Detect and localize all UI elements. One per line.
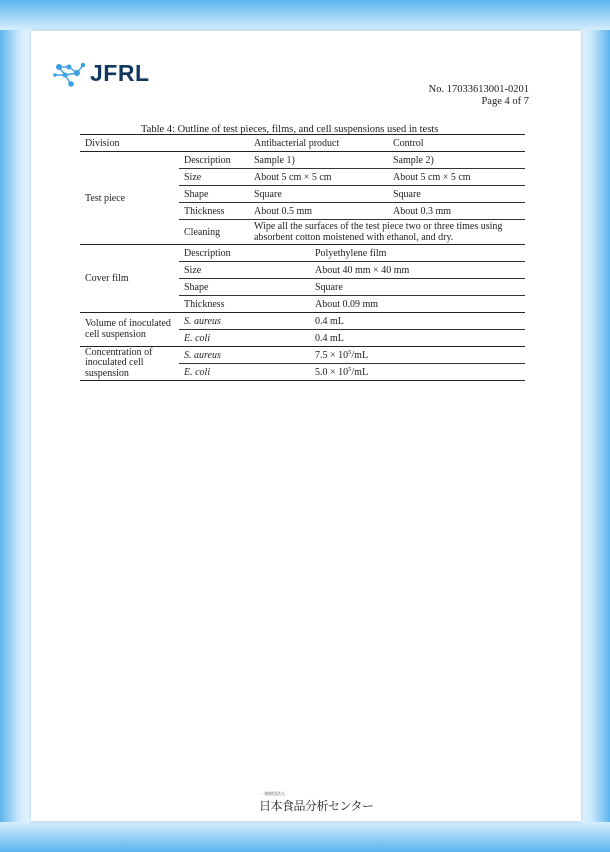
row-label: Size (179, 262, 249, 279)
cell-value: Square (388, 186, 525, 203)
row-label: Cleaning (179, 220, 249, 245)
cell-value: Square (249, 186, 388, 203)
concentration-unit: /mL (351, 366, 369, 378)
footer-main-text: 日本食品分析センター (259, 799, 374, 813)
row-label-species (179, 330, 249, 347)
document-number: No. 17033613001-0201 (428, 84, 529, 95)
concentration-value (249, 364, 525, 381)
row-label: Size (179, 169, 249, 186)
document-page (31, 31, 581, 821)
cell-value: About 5 cm × 5 cm (249, 169, 388, 186)
concentration-exponent: 5 (348, 348, 352, 356)
concentration-value (249, 347, 525, 364)
cell-value: Sample 2) (393, 154, 434, 166)
frame-bottom (0, 822, 610, 852)
concentration-exponent: 5 (348, 365, 352, 373)
footer-small-text: 一般財団法人 (261, 791, 285, 796)
row-label-species (179, 364, 249, 381)
table-header-row (80, 135, 525, 152)
page-number: Page 4 of 7 (481, 96, 529, 107)
cell-value: About 5 cm × 5 cm (388, 169, 525, 186)
cell-value: Polyethylene film (249, 245, 525, 262)
division-concentration: Concentration of inoculated cell suspension (80, 347, 179, 381)
cleaning-text: Wipe all the surfaces of the test piece two or three times using absorbent cotton moistened with ethanol, and dry. (249, 220, 525, 245)
header-control: Control (388, 135, 525, 152)
document-number-block (429, 84, 529, 108)
cell-value: About 0.09 mm (249, 296, 525, 313)
table-row (80, 152, 525, 169)
concentration-unit: /mL (351, 349, 369, 361)
division-test-piece: Test piece (85, 192, 126, 204)
division-cover-film: Cover film (80, 245, 179, 313)
molecule-logo-icon (53, 59, 89, 89)
cell-value: About 0.3 mm (388, 203, 525, 220)
logo-text: JFRL (90, 60, 150, 86)
concentration-mantissa: 5.0 × 10 (315, 366, 349, 378)
frame-top (0, 0, 610, 30)
header-antibacterial: Antibacterial product (249, 135, 388, 152)
test-outline-table (80, 134, 525, 381)
row-label-species (179, 347, 249, 364)
division-volume: Volume of inoculated cell suspension (80, 313, 179, 347)
row-label-species (179, 313, 249, 330)
species-e-coli: E. coli (184, 366, 211, 378)
row-label: Description (184, 154, 231, 166)
footer-organization (259, 791, 374, 814)
table-row (80, 313, 525, 330)
jfrl-logo (53, 59, 163, 91)
cell-value: Sample 1) (254, 154, 295, 166)
species-s-aureus: S. aureus (184, 315, 221, 327)
table-row (80, 245, 525, 262)
cell-value: 0.4 mL (249, 313, 525, 330)
row-label: Thickness (179, 203, 249, 220)
cell-value: About 0.5 mm (249, 203, 388, 220)
species-e-coli: E. coli (184, 332, 211, 344)
row-label: Thickness (179, 296, 249, 313)
species-s-aureus: S. aureus (184, 349, 221, 361)
row-label: Description (179, 245, 249, 262)
table-caption: Table 4: Outline of test pieces, films, and cell suspensions used in tests (141, 124, 439, 135)
cell-value: 0.4 mL (249, 330, 525, 347)
concentration-mantissa: 7.5 × 10 (315, 349, 349, 361)
cell-value: About 40 mm × 40 mm (249, 262, 525, 279)
header-division: Division (80, 135, 249, 152)
row-label: Shape (179, 186, 249, 203)
cell-value: Square (249, 279, 525, 296)
table-row (80, 347, 525, 364)
row-label: Shape (179, 279, 249, 296)
